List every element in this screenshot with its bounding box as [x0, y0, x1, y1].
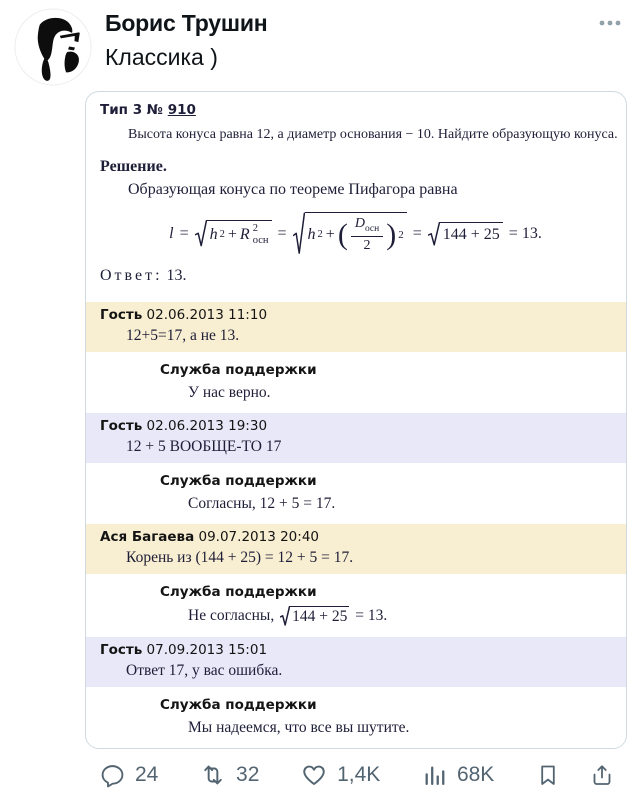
task-header [98, 102, 614, 118]
comment-row [86, 637, 626, 687]
heart-icon [301, 762, 327, 788]
retweet-button[interactable] [200, 762, 259, 788]
engagement-bar [100, 762, 614, 788]
share-button[interactable] [590, 763, 614, 787]
plus-sign: + [325, 226, 335, 244]
views-count: 68K [456, 763, 495, 787]
support-reply-row [86, 463, 626, 524]
denominator: 2 [363, 238, 371, 254]
var-h: h [209, 226, 218, 244]
reply-author: Служба поддержки [160, 362, 317, 379]
D-subscript: осн [364, 223, 380, 234]
reply-text-prefix: Не согласны, [188, 607, 275, 625]
sqrt-content: 144 + 25 [292, 608, 348, 626]
attached-problem-image-card[interactable] [85, 91, 627, 749]
speech-bubble-icon [100, 763, 125, 788]
sqrt-3 [428, 222, 503, 246]
display-name[interactable]: Борис Трушин [105, 10, 268, 36]
radical-icon [293, 212, 305, 255]
tweet-header [12, 8, 628, 86]
var-D: D [354, 216, 365, 231]
avatar[interactable] [14, 8, 92, 86]
close-paren: ) [386, 218, 397, 252]
support-reply-row [86, 687, 626, 748]
task-number-link: 910 [167, 102, 196, 118]
answer-line [98, 267, 614, 285]
comment-row [86, 413, 626, 463]
reply-text: Мы надеемся, что все вы шутите. [188, 719, 410, 737]
tweet-text: Классика ) [105, 43, 218, 70]
bar-chart-icon [422, 763, 447, 788]
comment-row [86, 302, 626, 352]
radical-icon [195, 220, 207, 247]
task-type-label: Тип 3 № [100, 102, 164, 118]
comment-datetime: 07.09.2013 15:01 [146, 642, 268, 659]
solution-intro: Образующая конуса по теореме Пифагора равна [128, 181, 458, 198]
like-count: 1,4K [337, 763, 381, 787]
views-button[interactable] [422, 763, 494, 788]
comment-datetime: 02.06.2013 11:10 [146, 307, 268, 324]
reply-text-with-sqrt [188, 606, 614, 626]
reply-author: Служба поддержки [160, 697, 317, 714]
var-h: h [307, 226, 316, 244]
equals-sign: = [179, 224, 189, 242]
reply-text: Согласны, 12 + 5 = 17. [188, 495, 336, 513]
var-R: R [239, 226, 250, 244]
reply-count: 24 [135, 763, 159, 787]
solution-label: Решение. [100, 158, 167, 175]
retweet-icon [200, 762, 226, 788]
comment-text: Корень из (144 + 25) = 12 + 5 = 17. [126, 549, 354, 567]
reply-text: У нас верно. [188, 384, 271, 402]
retweet-count: 32 [236, 763, 260, 787]
ellipsis-icon [596, 17, 624, 29]
reply-author: Служба поддержки [160, 584, 317, 601]
comment-author: Гость [100, 307, 143, 324]
equals-sign: = [277, 224, 287, 242]
formula [98, 212, 614, 255]
support-reply-row [86, 352, 626, 413]
sqrt-inline [280, 606, 349, 626]
R-subscript: осн [252, 234, 269, 246]
R-exponent: 2 [252, 223, 258, 235]
comment-datetime: 02.06.2013 19:30 [146, 418, 268, 435]
problem-statement: Высота конуса равна 12, а диаметр основания − 10. Найдите образующую конуса. [128, 127, 618, 142]
plus-sign: + [227, 226, 237, 244]
formula-result: = 13. [508, 224, 542, 242]
bookmark-share-cluster [536, 763, 614, 787]
comment-author: Гость [100, 642, 143, 659]
comment-datetime: 09.07.2013 20:40 [198, 529, 319, 546]
radical-icon [280, 606, 290, 626]
paren-exponent: 2 [398, 228, 404, 241]
answer-value: 13. [166, 267, 187, 285]
bookmark-button[interactable] [536, 763, 560, 787]
radical-icon [428, 222, 440, 246]
formula-lhs: l [169, 224, 174, 242]
comments-list [86, 302, 626, 748]
reply-author: Служба поддержки [160, 473, 317, 490]
comment-author: Ася Багаева [100, 529, 195, 546]
comment-row [86, 524, 626, 574]
comment-text: 12+5=17, а не 13. [126, 327, 240, 345]
sqrt-2 [293, 212, 407, 255]
reply-button[interactable] [100, 763, 158, 788]
sqrt-content: 144 + 25 [440, 222, 503, 246]
support-reply-row [86, 574, 626, 637]
header-text-column [105, 8, 596, 73]
like-button[interactable] [301, 762, 380, 788]
equals-sign: = [412, 224, 422, 242]
open-paren: ( [337, 218, 348, 252]
comment-text: Ответ 17, у вас ошибка. [126, 662, 283, 680]
comment-author: Гость [100, 418, 143, 435]
more-options-button[interactable] [596, 8, 628, 34]
answer-label: Ответ: [100, 267, 163, 285]
fraction [351, 215, 383, 255]
comment-text: 12 + 5 ВООБЩЕ-ТО 17 [126, 438, 282, 456]
share-icon [590, 763, 614, 787]
h-exponent: 2 [219, 228, 225, 240]
profile-sketch-icon [14, 8, 92, 86]
h-exponent: 2 [317, 228, 323, 240]
bookmark-icon [536, 763, 560, 787]
sqrt-1 [195, 220, 272, 247]
reply-text-suffix: = 13. [355, 607, 388, 625]
